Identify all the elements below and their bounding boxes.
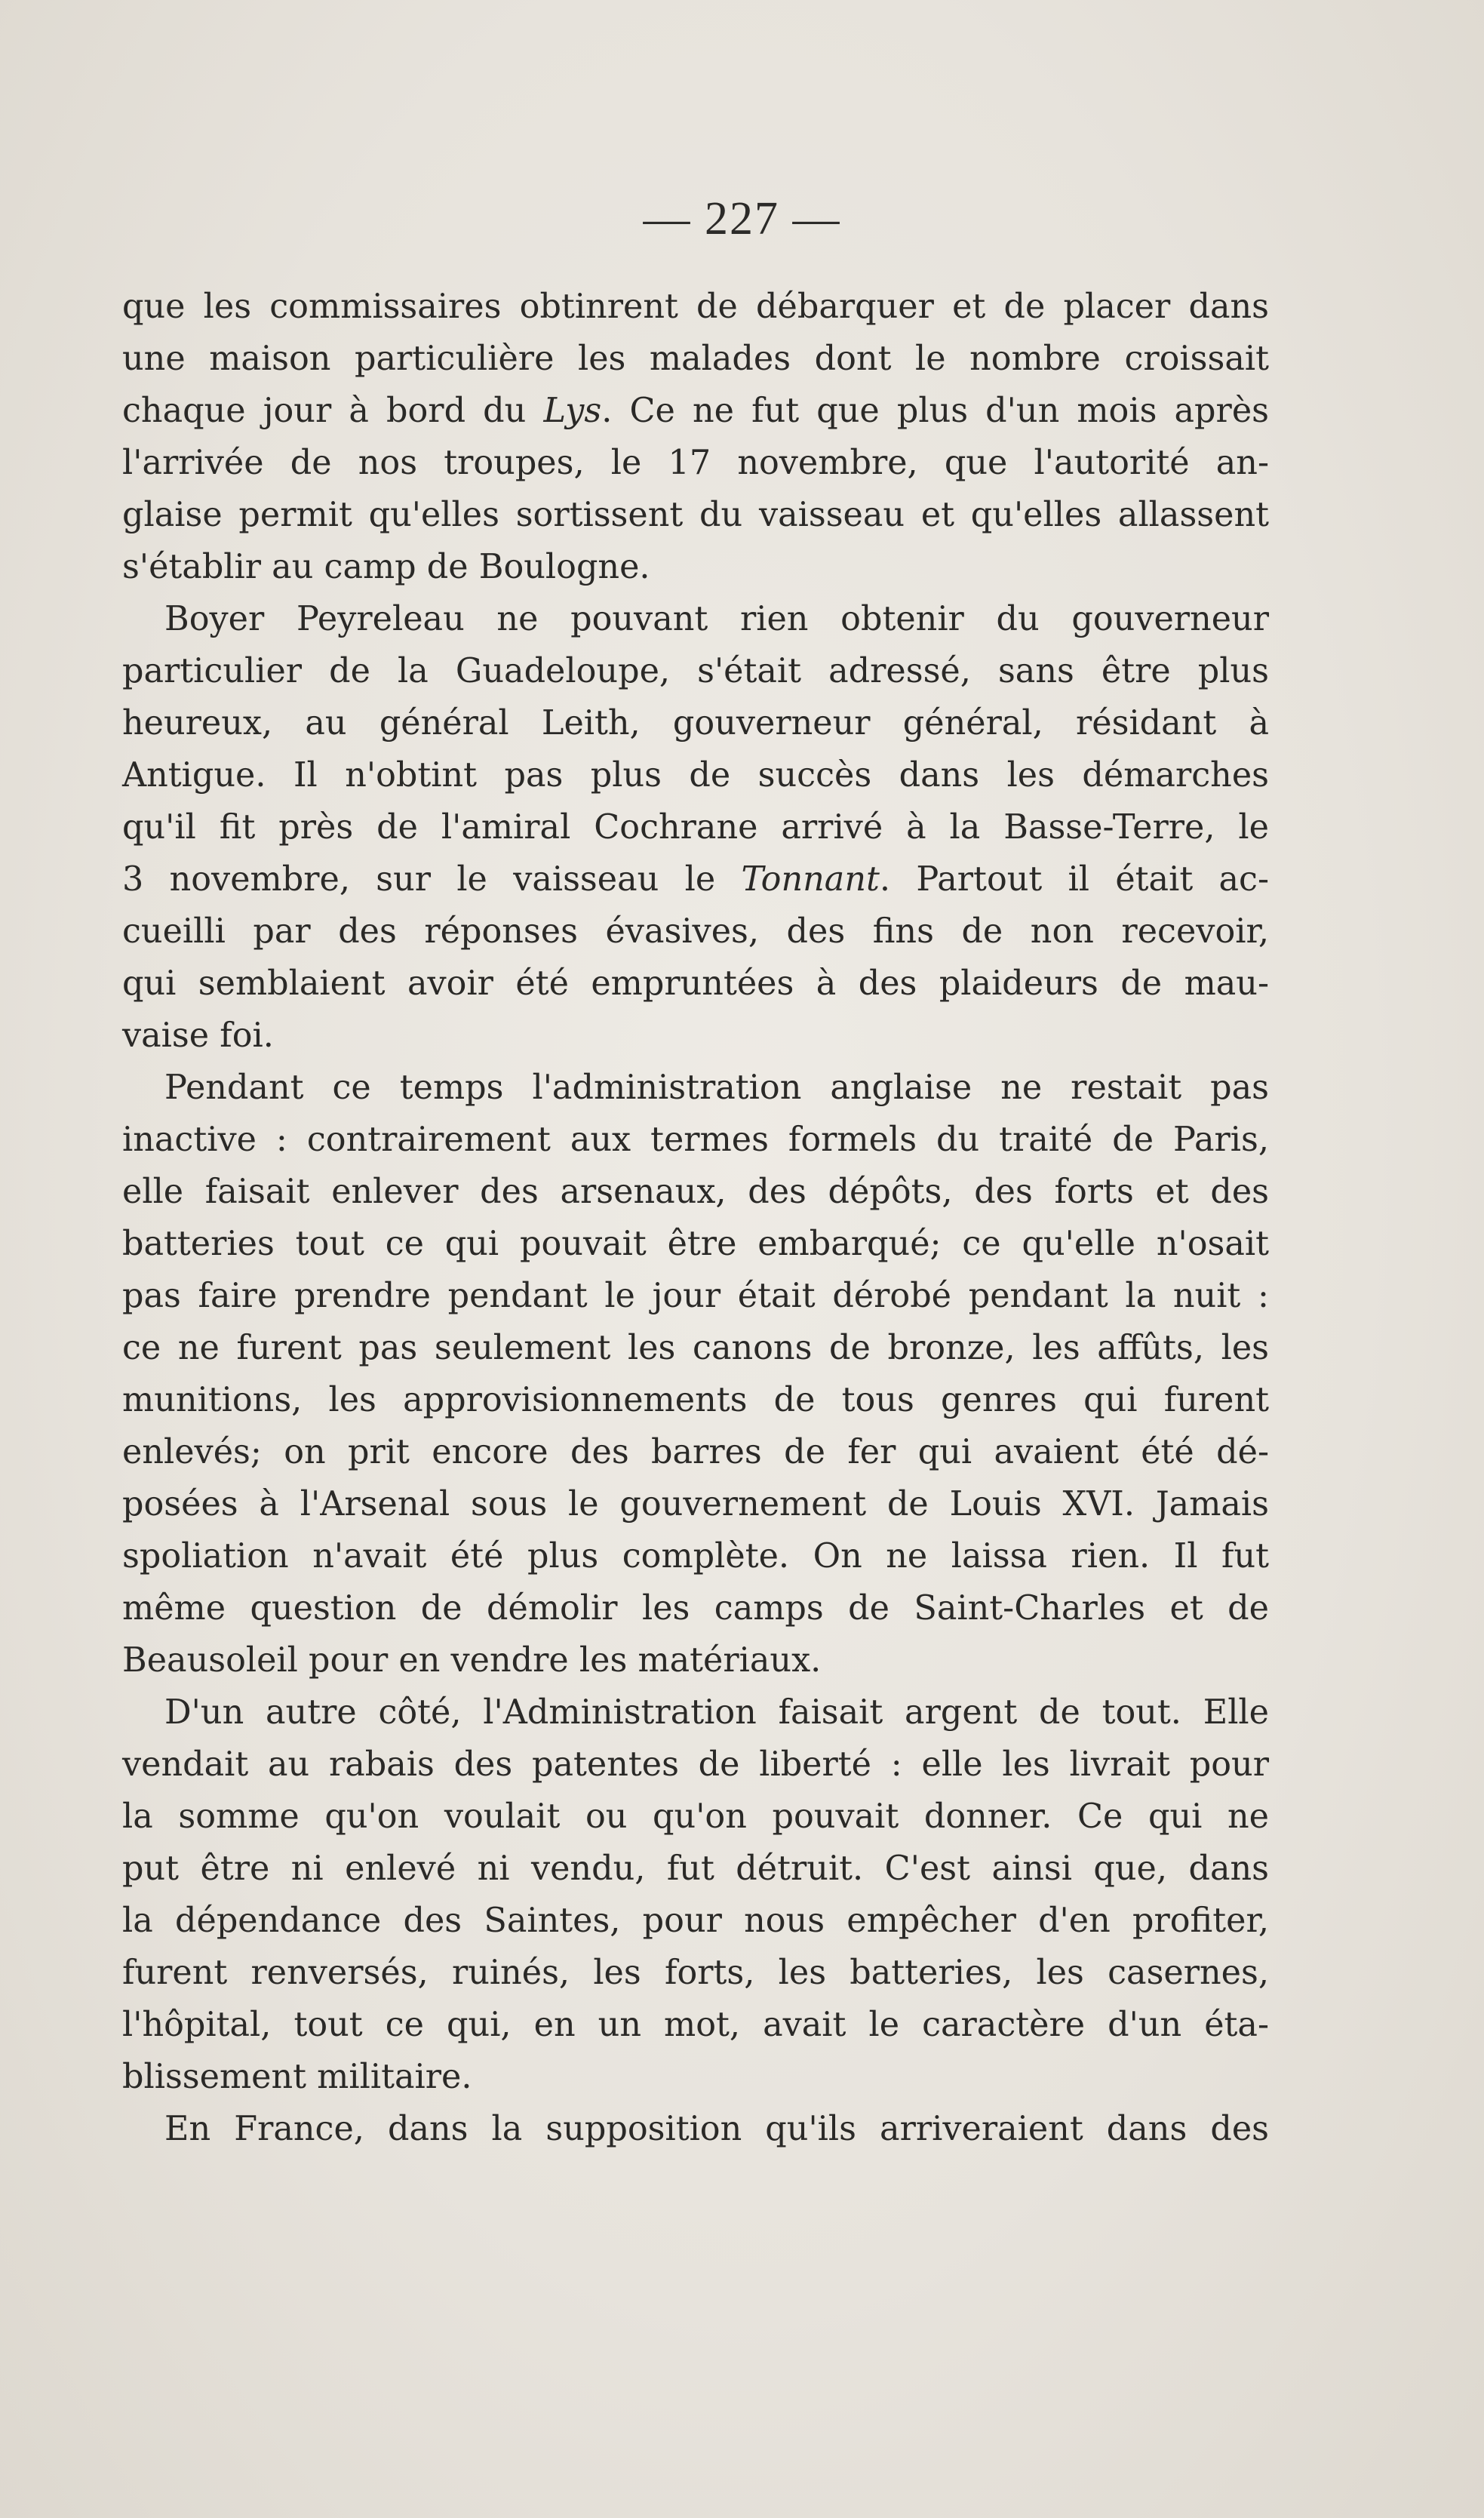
text-line: elle faisait enlever des arsenaux, des dépôts, des forts et des xyxy=(122,1173,1269,1211)
text-line: l'arrivée de nos troupes, le 17 novembre, que l'autorité an- xyxy=(122,444,1269,482)
text-line: Beausoleil pour en vendre les matériaux. xyxy=(122,1641,822,1680)
text-line: que les commissaires obtinrent de débarquer et de placer dans xyxy=(122,287,1269,326)
text-line: spoliation n'avait été plus complète. On ne laissa rien. Il fut xyxy=(122,1537,1269,1576)
text-line: glaise permit qu'elles sortissent du vaisseau et qu'elles allassent xyxy=(122,496,1269,534)
text-line: heureux, au général Leith, gouverneur général, résidant à xyxy=(122,704,1269,742)
text-line: enlevés; on prit encore des barres de fer qui avaient été dé- xyxy=(122,1433,1269,1471)
text-line: batteries tout ce qui pouvait être embarqué; ce qu'elle n'osait xyxy=(122,1225,1269,1263)
text-line: posées à l'Arsenal sous le gouvernement de Louis XVI. Jamais xyxy=(122,1485,1269,1523)
text-line: vaise foi. xyxy=(122,1016,274,1055)
text-line: Antigue. Il n'obtint pas plus de succès dans les démarches xyxy=(122,756,1269,795)
page-number: — 227 — xyxy=(643,193,841,244)
text-line: ce ne furent pas seulement les canons de bronze, les affûts, les xyxy=(122,1329,1269,1367)
text-line: D'un autre côté, l'Administration faisait argent de tout. Elle xyxy=(164,1693,1269,1732)
text-line: vendait au rabais des patentes de liberté : elle les livrait pour xyxy=(122,1745,1269,1784)
text-line: furent renversés, ruinés, les forts, les batteries, les casernes, xyxy=(122,1954,1269,1992)
text-line: chaque jour à bord du Lys. Ce ne fut que plus d'un mois après xyxy=(122,392,1269,430)
ship-name: Tonnant xyxy=(741,860,880,899)
text-line: pas faire prendre pendant le jour était dérobé pendant la nuit : xyxy=(122,1277,1269,1315)
text-line: qu'il fit près de l'amiral Cochrane arrivé à la Basse-Terre, le xyxy=(122,808,1269,847)
text-line: En France, dans la supposition qu'ils arriveraient dans des xyxy=(164,2110,1269,2148)
text-line: même question de démolir les camps de Saint-Charles et de xyxy=(122,1589,1269,1628)
text-line: cueilli par des réponses évasives, des fins de non recevoir, xyxy=(122,912,1269,951)
body-text xyxy=(122,281,1269,2155)
text-line: blissement militaire. xyxy=(122,2058,472,2096)
text-line: l'hôpital, tout ce qui, en un mot, avait le caractère d'un éta- xyxy=(122,2006,1269,2044)
ship-name: Lys xyxy=(543,392,602,430)
text-line: s'établir au camp de Boulogne. xyxy=(122,548,650,586)
text-line: la somme qu'on voulait ou qu'on pouvait donner. Ce qui ne xyxy=(122,1797,1269,1836)
text-line: particulier de la Guadeloupe, s'était adressé, sans être plus xyxy=(122,652,1269,690)
text-line: une maison particulière les malades dont le nombre croissait xyxy=(122,340,1269,378)
text-line: Pendant ce temps l'administration anglaise ne restait pas xyxy=(164,1068,1269,1107)
text-line: la dépendance des Saintes, pour nous empêcher d'en profiter, xyxy=(122,1902,1269,1940)
text-line: munitions, les approvisionnements de tous genres qui furent xyxy=(122,1381,1269,1419)
text-line: inactive : contrairement aux termes formels du traité de Paris, xyxy=(122,1121,1269,1159)
text-line: qui semblaient avoir été empruntées à des plaideurs de mau- xyxy=(122,964,1269,1003)
text-line: put être ni enlevé ni vendu, fut détruit. C'est ainsi que, dans xyxy=(122,1849,1269,1888)
text-line: Boyer Peyreleau ne pouvant rien obtenir du gouverneur xyxy=(164,600,1269,638)
text-line: 3 novembre, sur le vaisseau le Tonnant. Partout il était ac- xyxy=(122,860,1269,899)
